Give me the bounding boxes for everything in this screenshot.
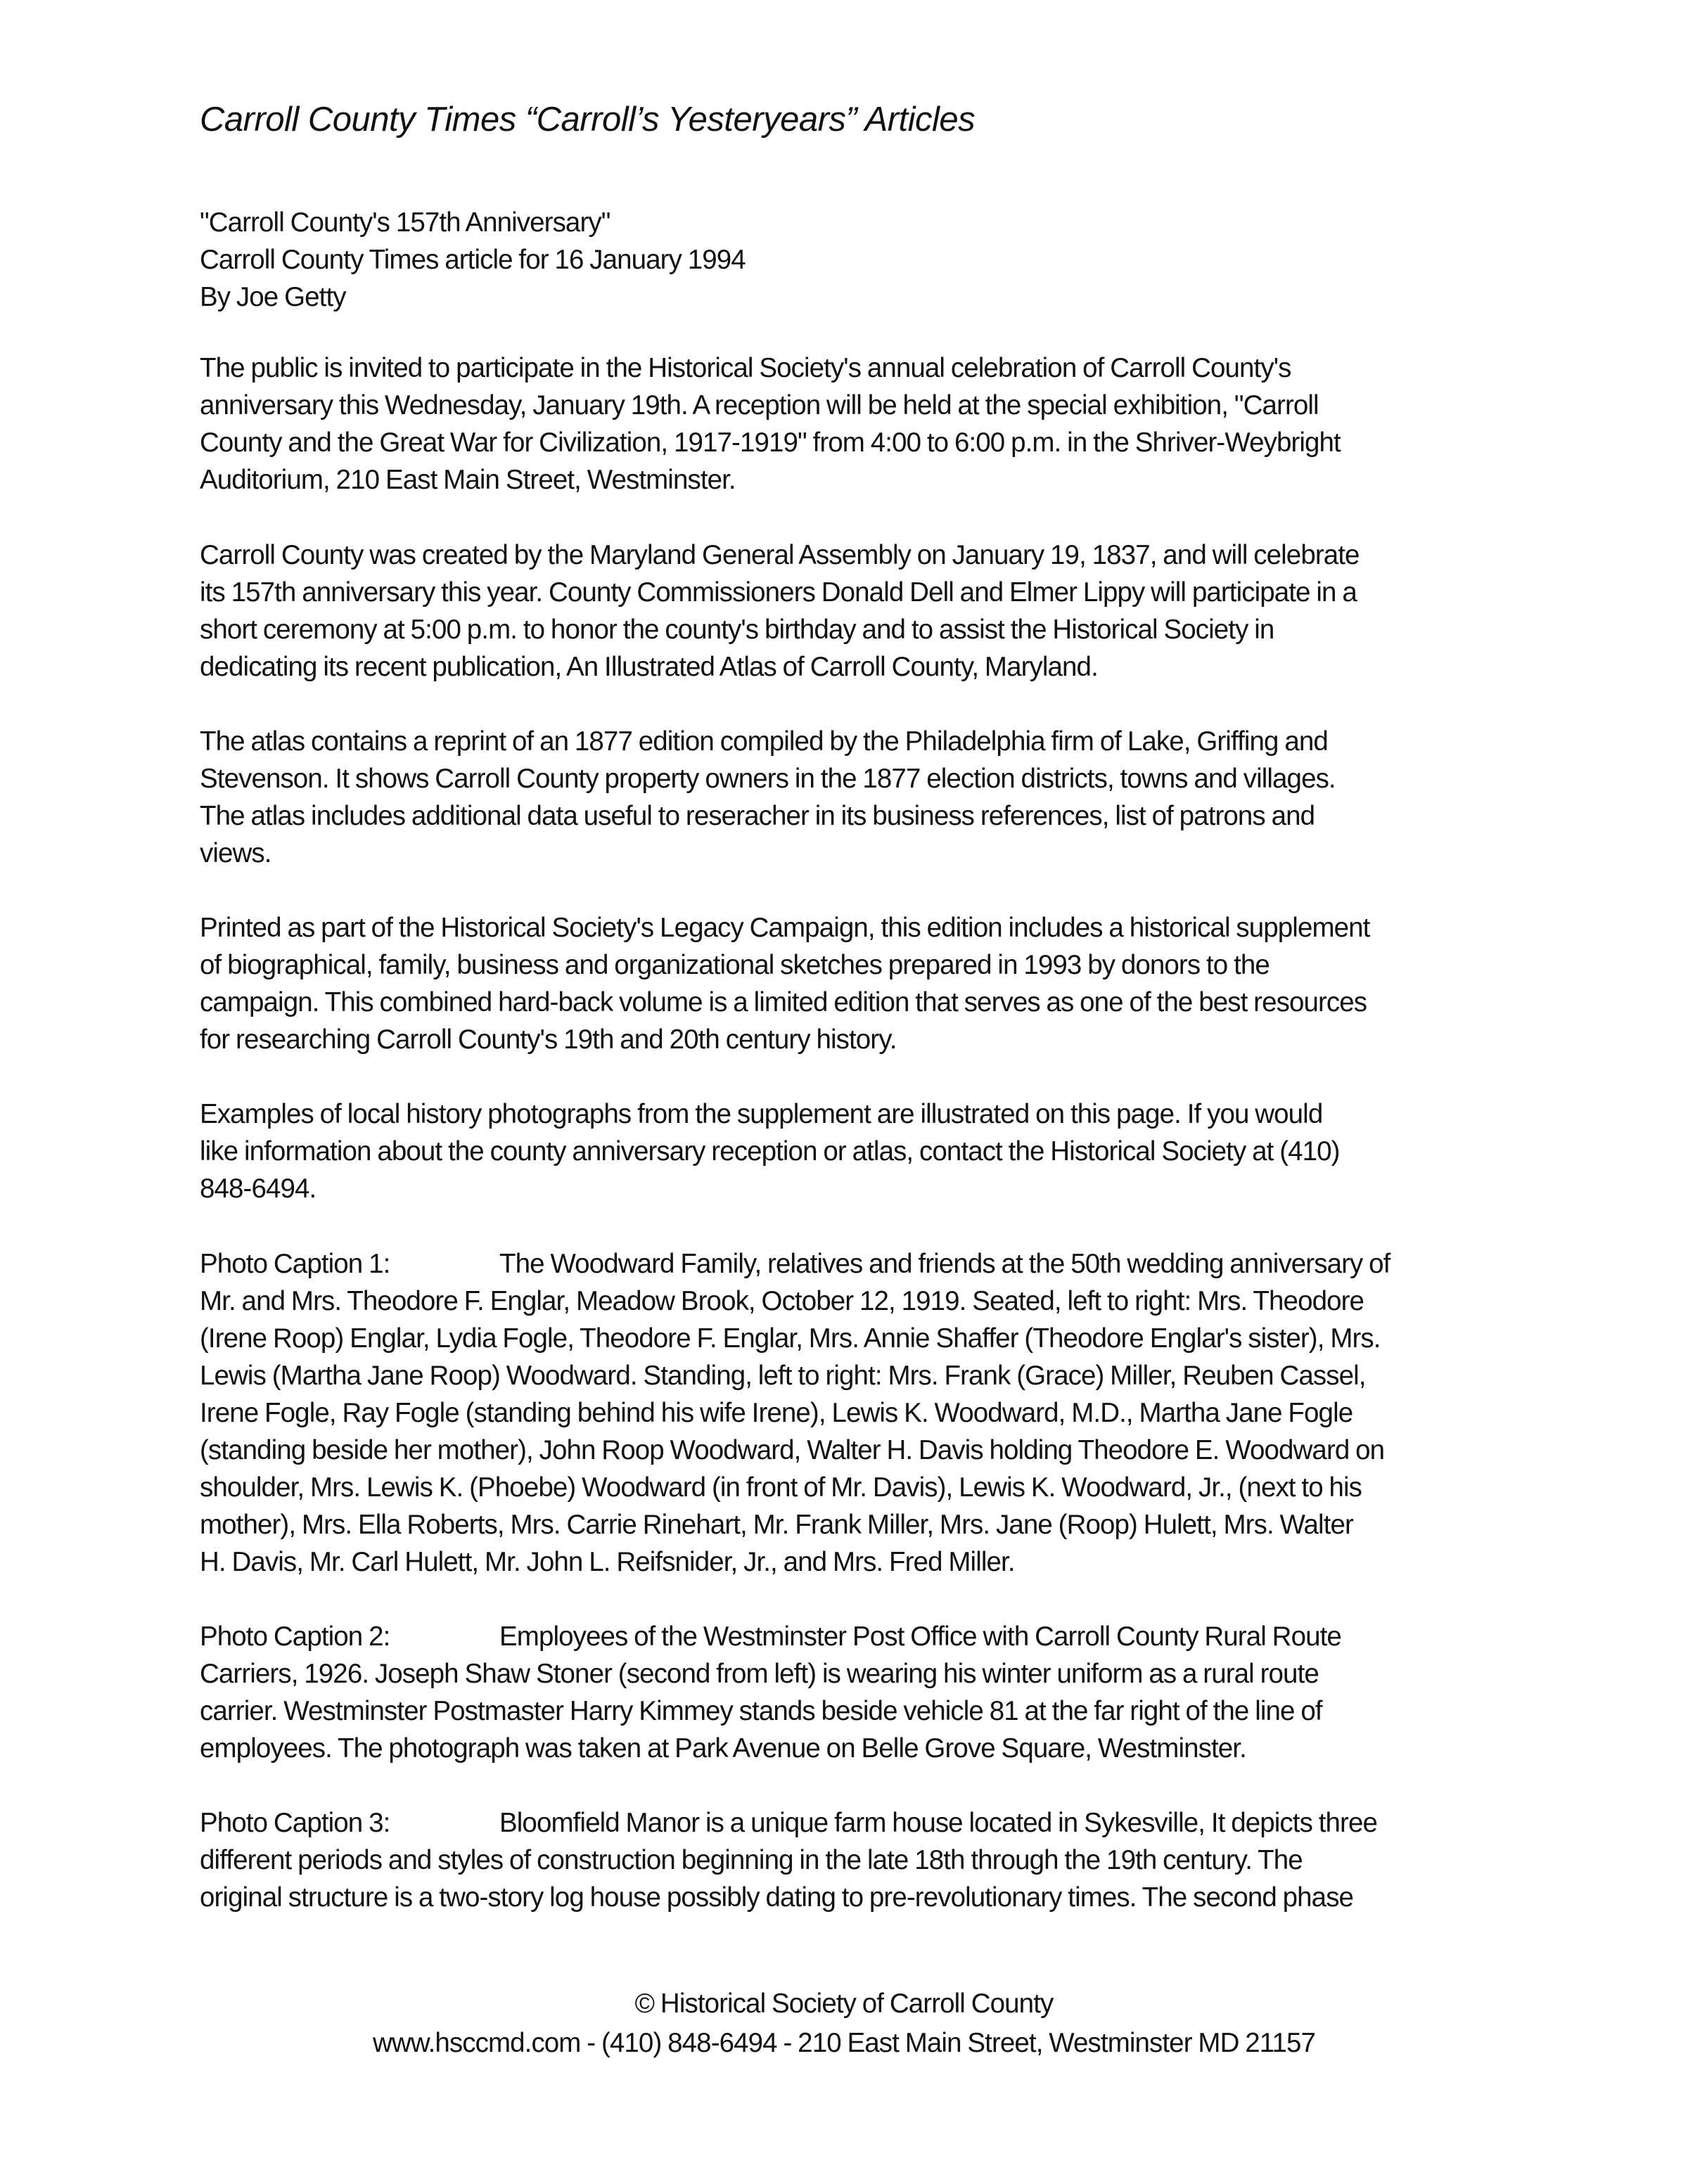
paragraph-4 (200, 909, 1536, 1058)
paragraph-line: Examples of local history photographs from the supplement are illustrated on this page. If you would (200, 1099, 1323, 1129)
paragraph-line: The atlas contains a reprint of an 1877 edition compiled by the Philadelphia firm of Lake, Griffing and (200, 726, 1328, 757)
caption-line: original structure is a two-story log house possibly dating to pre-revolutionary times. The second phase (200, 1882, 1354, 1913)
caption-line: employees. The photograph was taken at Park Avenue on Belle Grove Square, Westminster. (200, 1733, 1246, 1764)
paragraph-line: The atlas includes additional data useful to reseracher in its business references, list of patrons and (200, 801, 1315, 831)
paragraph-line: its 157th anniversary this year. County Commissioners Donald Dell and Elmer Lippy will participate in a (200, 577, 1357, 608)
footer-contact: www.hsccmd.com - (410) 848-6494 - 210 East Main Street, Westminster MD 21157 (373, 2028, 1315, 2058)
caption-line: (standing beside her mother), John Roop Woodward, Walter H. Davis holding Theodore E. Woodward on (200, 1435, 1385, 1465)
paragraph-line: 848-6494. (200, 1174, 316, 1204)
caption-line: shoulder, Mrs. Lewis K. (Phoebe) Woodward (in front of Mr. Davis), Lewis K. Woodward, Jr., (next to his (200, 1472, 1362, 1503)
paragraph-line: Printed as part of the Historical Society's Legacy Campaign, this edition includes a historical supplement (200, 913, 1370, 943)
paragraph-line: views. (200, 838, 271, 868)
footer (0, 1984, 1688, 2063)
caption-line: Carriers, 1926. Joseph Shaw Stoner (second from left) is wearing his winter uniform as a rural route (200, 1659, 1319, 1689)
caption-line: Mr. and Mrs. Theodore F. Englar, Meadow Brook, October 12, 1919. Seated, left to right: Mrs. Theodore (200, 1286, 1364, 1316)
paragraph-line: Carroll County was created by the Maryland General Assembly on January 19, 1837, and will celebrate (200, 540, 1360, 570)
caption-line: Lewis (Martha Jane Roop) Woodward. Standing, left to right: Mrs. Frank (Grace) Miller, Reuben Cassel, (200, 1361, 1366, 1391)
caption-label: Photo Caption 1: (200, 1249, 390, 1279)
paragraph-line: of biographical, family, business and organizational sketches prepared in 1993 by donors to the (200, 950, 1270, 980)
paragraph-line: dedicating its recent publication, An Illustrated Atlas of Carroll County, Maryland. (200, 652, 1098, 682)
photo-caption-2 (200, 1618, 1536, 1767)
caption-label: Photo Caption 3: (200, 1808, 390, 1838)
caption-label: Photo Caption 2: (200, 1621, 390, 1652)
paragraph-line: Stevenson. It shows Carroll County property owners in the 1877 election districts, towns and villages. (200, 764, 1336, 794)
article-title: "Carroll County's 157th Anniversary" (200, 207, 610, 238)
caption-line: mother), Mrs. Ella Roberts, Mrs. Carrie Rinehart, Mr. Frank Miller, Mrs. Jane (Roop) Hulett, Mrs. Walter (200, 1510, 1353, 1540)
page-title: Carroll County Times “Carroll’s Yesteryears” Articles (200, 101, 976, 139)
caption-line: carrier. Westminster Postmaster Harry Kimmey stands beside vehicle 81 at the far right of the line of (200, 1696, 1322, 1726)
paragraph-1 (200, 349, 1536, 499)
caption-text: The Woodward Family, relatives and friends at the 50th wedding anniversary of (499, 1249, 1390, 1279)
article-source: Carroll County Times article for 16 January 1994 (200, 245, 746, 275)
caption-line (200, 1804, 1536, 1842)
paragraph-line: like information about the county anniversary reception or atlas, contact the Historical Society at (410) (200, 1136, 1340, 1167)
paragraph-5 (200, 1096, 1536, 1207)
caption-line: Irene Fogle, Ray Fogle (standing behind his wife Irene), Lewis K. Woodward, M.D., Martha Jane Fogle (200, 1398, 1353, 1428)
photo-caption-3 (200, 1804, 1536, 1916)
footer-copyright: © Historical Society of Carroll County (634, 1989, 1054, 2019)
paragraph-line: anniversary this Wednesday, January 19th. A reception will be held at the special exhibition, "Carroll (200, 390, 1319, 420)
photo-caption-1 (200, 1245, 1536, 1581)
paragraph-3 (200, 723, 1536, 872)
caption-text: Employees of the Westminster Post Office with Carroll County Rural Route (499, 1621, 1341, 1652)
caption-text: Bloomfield Manor is a unique farm house located in Sykesville, It depicts three (499, 1808, 1377, 1838)
caption-line (200, 1618, 1536, 1655)
paragraph-line: The public is invited to participate in the Historical Society's annual celebration of Carroll County's (200, 353, 1291, 383)
paragraph-line: short ceremony at 5:00 p.m. to honor the county's birthday and to assist the Historical Society in (200, 615, 1274, 645)
paragraph-line: for researching Carroll County's 19th and 20th century history. (200, 1024, 897, 1055)
caption-line: H. Davis, Mr. Carl Hulett, Mr. John L. Reifsnider, Jr., and Mrs. Fred Miller. (200, 1547, 1015, 1577)
paragraph-line: campaign. This combined hard-back volume is a limited edition that serves as one of the best resources (200, 987, 1367, 1017)
paragraph-line: Auditorium, 210 East Main Street, Westminster. (200, 465, 736, 495)
paragraph-line: County and the Great War for Civilization, 1917-1919" from 4:00 to 6:00 p.m. in the Shriver-Weybright (200, 428, 1341, 458)
caption-line: (Irene Roop) Englar, Lydia Fogle, Theodore F. Englar, Mrs. Annie Shaffer (Theodore Englar's sister), Mrs. (200, 1323, 1381, 1354)
caption-line: different periods and styles of construction beginning in the late 18th through the 19th century. The (200, 1845, 1303, 1875)
caption-line (200, 1245, 1536, 1283)
article-header (200, 204, 1536, 316)
byline: By Joe Getty (200, 282, 346, 312)
paragraph-2 (200, 537, 1536, 686)
